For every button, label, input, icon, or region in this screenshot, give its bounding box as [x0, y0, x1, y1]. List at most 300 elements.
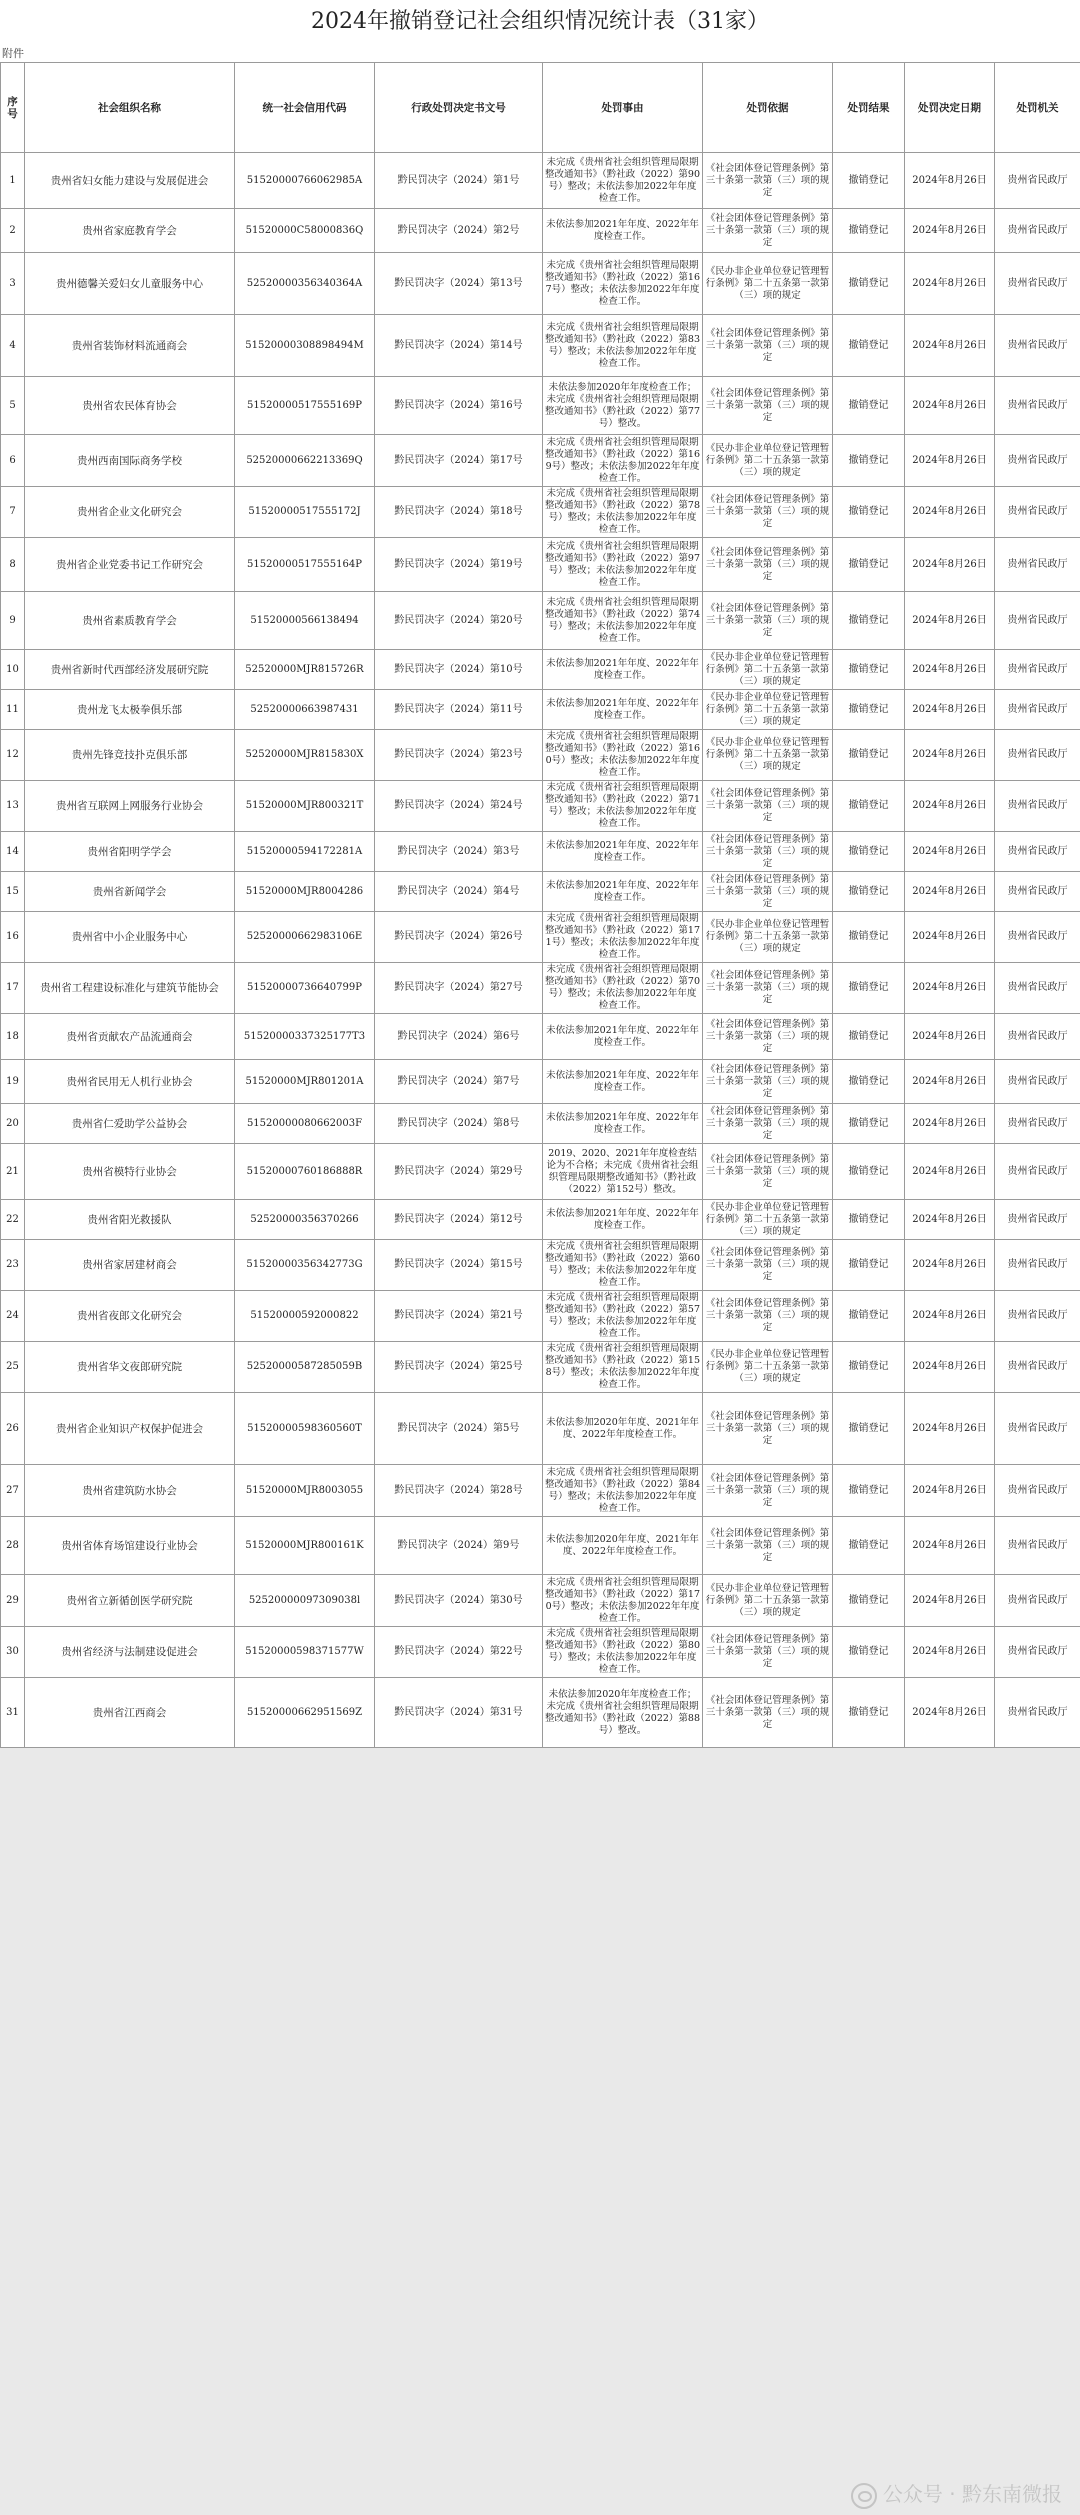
credit-code: 52520000663987431 — [235, 690, 375, 730]
decision-doc-number: 黔民罚决字（2024）第5号 — [375, 1393, 543, 1465]
penalty-basis: 《社会团体登记管理条例》第三十条第一款第（三）项的规定 — [703, 1678, 833, 1748]
penalty-authority: 贵州省民政厅 — [995, 963, 1080, 1014]
org-name: 贵州省农民体育协会 — [25, 377, 235, 435]
penalty-authority: 贵州省民政厅 — [995, 377, 1080, 435]
decision-doc-number: 黔民罚决字（2024）第11号 — [375, 690, 543, 730]
penalty-authority: 贵州省民政厅 — [995, 1517, 1080, 1575]
penalty-result: 撤销登记 — [833, 1575, 905, 1627]
row-number: 6 — [1, 435, 25, 487]
credit-code: 52520000356340364A — [235, 253, 375, 315]
decision-date: 2024年8月26日 — [905, 538, 995, 592]
header-cell: 社会组织名称 — [25, 63, 235, 153]
penalty-result: 撤销登记 — [833, 1104, 905, 1144]
credit-code: 51520000308898494M — [235, 315, 375, 377]
decision-date: 2024年8月26日 — [905, 592, 995, 650]
org-name: 贵州省建筑防水协会 — [25, 1465, 235, 1517]
org-name: 贵州省模特行业协会 — [25, 1144, 235, 1200]
penalty-basis: 《民办非企业单位登记管理暂行条例》第二十五条第一款第（三）项的规定 — [703, 435, 833, 487]
penalty-result: 撤销登记 — [833, 730, 905, 781]
penalty-authority: 贵州省民政厅 — [995, 832, 1080, 872]
row-number: 27 — [1, 1465, 25, 1517]
decision-doc-number: 黔民罚决字（2024）第28号 — [375, 1465, 543, 1517]
decision-doc-number: 黔民罚决字（2024）第31号 — [375, 1678, 543, 1748]
credit-code: 52520000097309038l — [235, 1575, 375, 1627]
penalty-basis: 《社会团体登记管理条例》第三十条第一款第（三）项的规定 — [703, 1517, 833, 1575]
table-row — [1, 1144, 1080, 1200]
penalty-reason: 未完成《贵州省社会组织管理局限期整改通知书》（黔社政（2022）第90号）整改；未依法参加2022年年度检查工作。 — [543, 153, 703, 209]
penalty-basis: 《社会团体登记管理条例》第三十条第一款第（三）项的规定 — [703, 377, 833, 435]
org-name: 贵州西南国际商务学校 — [25, 435, 235, 487]
decision-date: 2024年8月26日 — [905, 1104, 995, 1144]
org-name: 贵州省江西商会 — [25, 1678, 235, 1748]
row-number: 5 — [1, 377, 25, 435]
penalty-result: 撤销登记 — [833, 1014, 905, 1060]
table-body — [1, 153, 1080, 1748]
row-number: 13 — [1, 781, 25, 832]
table-row — [1, 1060, 1080, 1104]
penalty-authority: 贵州省民政厅 — [995, 1342, 1080, 1393]
penalty-basis: 《社会团体登记管理条例》第三十条第一款第（三）项的规定 — [703, 1104, 833, 1144]
penalty-result: 撤销登记 — [833, 1240, 905, 1291]
decision-doc-number: 黔民罚决字（2024）第30号 — [375, 1575, 543, 1627]
penalty-reason: 未依法参加2021年年度、2022年年度检查工作。 — [543, 1060, 703, 1104]
penalty-authority: 贵州省民政厅 — [995, 872, 1080, 912]
penalty-result: 撤销登记 — [833, 538, 905, 592]
org-name: 贵州德馨关爱妇女儿童服务中心 — [25, 253, 235, 315]
penalty-reason: 未依法参加2020年年度检查工作；未完成《贵州省社会组织管理局限期整改通知书》（黔社政（2022）第88号）整改。 — [543, 1678, 703, 1748]
penalty-reason: 未依法参加2021年年度、2022年年度检查工作。 — [543, 209, 703, 253]
penalty-basis: 《社会团体登记管理条例》第三十条第一款第（三）项的规定 — [703, 487, 833, 538]
penalty-result: 撤销登记 — [833, 690, 905, 730]
org-name: 贵州省中小企业服务中心 — [25, 912, 235, 963]
table-row — [1, 487, 1080, 538]
decision-doc-number: 黔民罚决字（2024）第8号 — [375, 1104, 543, 1144]
decision-doc-number: 黔民罚决字（2024）第18号 — [375, 487, 543, 538]
decision-doc-number: 黔民罚决字（2024）第25号 — [375, 1342, 543, 1393]
header-row — [1, 63, 1080, 153]
penalty-authority: 贵州省民政厅 — [995, 209, 1080, 253]
decision-doc-number: 黔民罚决字（2024）第29号 — [375, 1144, 543, 1200]
penalty-result: 撤销登记 — [833, 592, 905, 650]
row-number: 9 — [1, 592, 25, 650]
decision-doc-number: 黔民罚决字（2024）第16号 — [375, 377, 543, 435]
decision-doc-number: 黔民罚决字（2024）第13号 — [375, 253, 543, 315]
org-name: 贵州省新时代西部经济发展研究院 — [25, 650, 235, 690]
penalty-basis: 《社会团体登记管理条例》第三十条第一款第（三）项的规定 — [703, 1060, 833, 1104]
row-number: 28 — [1, 1517, 25, 1575]
credit-code: 51520000760186888R — [235, 1144, 375, 1200]
penalty-result: 撤销登记 — [833, 781, 905, 832]
table-row — [1, 209, 1080, 253]
table-row — [1, 1575, 1080, 1627]
penalty-reason: 未依法参加2021年年度、2022年年度检查工作。 — [543, 650, 703, 690]
penalty-basis: 《社会团体登记管理条例》第三十条第一款第（三）项的规定 — [703, 832, 833, 872]
penalty-reason: 未完成《贵州省社会组织管理局限期整改通知书》（黔社政（2022）第170号）整改；未依法参加2022年年度检查工作。 — [543, 1575, 703, 1627]
credit-code: 52520000MJR815726R — [235, 650, 375, 690]
penalty-result: 撤销登记 — [833, 1627, 905, 1678]
penalty-basis: 《民办非企业单位登记管理暂行条例》第二十五条第一款第（三）项的规定 — [703, 1200, 833, 1240]
table-row — [1, 963, 1080, 1014]
row-number: 2 — [1, 209, 25, 253]
row-number: 8 — [1, 538, 25, 592]
credit-code: 51520000662951569Z — [235, 1678, 375, 1748]
table-row — [1, 832, 1080, 872]
credit-code: 51520000MJR800321T — [235, 781, 375, 832]
data-table — [0, 62, 1080, 1748]
decision-date: 2024年8月26日 — [905, 1465, 995, 1517]
penalty-reason: 未依法参加2020年年度、2021年年度、2022年年度检查工作。 — [543, 1517, 703, 1575]
decision-doc-number: 黔民罚决字（2024）第6号 — [375, 1014, 543, 1060]
row-number: 30 — [1, 1627, 25, 1678]
credit-code: 51520000MJR801201A — [235, 1060, 375, 1104]
credit-code: 51520000517555172J — [235, 487, 375, 538]
credit-code: 51520000566138494 — [235, 592, 375, 650]
penalty-authority: 贵州省民政厅 — [995, 1575, 1080, 1627]
decision-date: 2024年8月26日 — [905, 487, 995, 538]
org-name: 贵州省企业党委书记工作研究会 — [25, 538, 235, 592]
credit-code: 51520000592000822 — [235, 1291, 375, 1342]
decision-doc-number: 黔民罚决字（2024）第1号 — [375, 153, 543, 209]
penalty-authority: 贵州省民政厅 — [995, 487, 1080, 538]
penalty-authority: 贵州省民政厅 — [995, 781, 1080, 832]
org-name: 贵州省家居建材商会 — [25, 1240, 235, 1291]
table-row — [1, 377, 1080, 435]
table-row — [1, 1200, 1080, 1240]
credit-code: 51520000080662003F — [235, 1104, 375, 1144]
decision-date: 2024年8月26日 — [905, 1014, 995, 1060]
penalty-basis: 《社会团体登记管理条例》第三十条第一款第（三）项的规定 — [703, 1291, 833, 1342]
decision-date: 2024年8月26日 — [905, 377, 995, 435]
org-name: 贵州省立新循创医学研究院 — [25, 1575, 235, 1627]
decision-date: 2024年8月26日 — [905, 832, 995, 872]
penalty-result: 撤销登记 — [833, 1393, 905, 1465]
penalty-basis: 《社会团体登记管理条例》第三十条第一款第（三）项的规定 — [703, 153, 833, 209]
header-cell: 处罚依据 — [703, 63, 833, 153]
penalty-basis: 《社会团体登记管理条例》第三十条第一款第（三）项的规定 — [703, 963, 833, 1014]
penalty-authority: 贵州省民政厅 — [995, 1014, 1080, 1060]
decision-doc-number: 黔民罚决字（2024）第22号 — [375, 1627, 543, 1678]
table-row — [1, 690, 1080, 730]
decision-doc-number: 黔民罚决字（2024）第26号 — [375, 912, 543, 963]
table-row — [1, 1014, 1080, 1060]
watermark — [851, 2479, 1062, 2509]
penalty-basis: 《社会团体登记管理条例》第三十条第一款第（三）项的规定 — [703, 1393, 833, 1465]
penalty-result: 撤销登记 — [833, 832, 905, 872]
decision-doc-number: 黔民罚决字（2024）第9号 — [375, 1517, 543, 1575]
row-number: 20 — [1, 1104, 25, 1144]
decision-date: 2024年8月26日 — [905, 1060, 995, 1104]
header-cell: 序号 — [1, 63, 25, 153]
table-row — [1, 1393, 1080, 1465]
credit-code: 51520000766062985A — [235, 153, 375, 209]
org-name: 贵州省素质教育学会 — [25, 592, 235, 650]
penalty-result: 撤销登记 — [833, 1678, 905, 1748]
org-name: 贵州省体育场馆建设行业协会 — [25, 1517, 235, 1575]
table-row — [1, 315, 1080, 377]
decision-date: 2024年8月26日 — [905, 209, 995, 253]
penalty-result: 撤销登记 — [833, 209, 905, 253]
row-number: 29 — [1, 1575, 25, 1627]
decision-date: 2024年8月26日 — [905, 435, 995, 487]
penalty-reason: 未依法参加2021年年度、2022年年度检查工作。 — [543, 872, 703, 912]
decision-date: 2024年8月26日 — [905, 1678, 995, 1748]
row-number: 25 — [1, 1342, 25, 1393]
penalty-result: 撤销登记 — [833, 315, 905, 377]
org-name: 贵州省夜郎文化研究会 — [25, 1291, 235, 1342]
decision-date: 2024年8月26日 — [905, 1291, 995, 1342]
penalty-reason: 未依法参加2021年年度、2022年年度检查工作。 — [543, 1104, 703, 1144]
table-row — [1, 1517, 1080, 1575]
table-row — [1, 538, 1080, 592]
penalty-result: 撤销登记 — [833, 377, 905, 435]
table-row — [1, 153, 1080, 209]
credit-code: 52520000356370266 — [235, 1200, 375, 1240]
org-name: 贵州先锋竞技扑克俱乐部 — [25, 730, 235, 781]
row-number: 10 — [1, 650, 25, 690]
decision-date: 2024年8月26日 — [905, 963, 995, 1014]
org-name: 贵州省工程建设标准化与建筑节能协会 — [25, 963, 235, 1014]
credit-code: 51520000598371577W — [235, 1627, 375, 1678]
penalty-reason: 未依法参加2020年年度检查工作；未完成《贵州省社会组织管理局限期整改通知书》（黔社政（2022）第77号）整改。 — [543, 377, 703, 435]
penalty-reason: 未完成《贵州省社会组织管理局限期整改通知书》（黔社政（2022）第57号）整改；未依法参加2022年年度检查工作。 — [543, 1291, 703, 1342]
spreadsheet-area — [0, 62, 1080, 2515]
row-number: 23 — [1, 1240, 25, 1291]
decision-date: 2024年8月26日 — [905, 690, 995, 730]
penalty-basis: 《社会团体登记管理条例》第三十条第一款第（三）项的规定 — [703, 538, 833, 592]
org-name: 贵州省家庭教育学会 — [25, 209, 235, 253]
header-cell: 处罚决定日期 — [905, 63, 995, 153]
penalty-basis: 《社会团体登记管理条例》第三十条第一款第（三）项的规定 — [703, 1240, 833, 1291]
table-row — [1, 1627, 1080, 1678]
penalty-result: 撤销登记 — [833, 872, 905, 912]
credit-code: 52520000662213369Q — [235, 435, 375, 487]
decision-date: 2024年8月26日 — [905, 1240, 995, 1291]
penalty-authority: 贵州省民政厅 — [995, 1060, 1080, 1104]
org-name: 贵州省经济与法制建设促进会 — [25, 1627, 235, 1678]
credit-code: 51520000MJR8003055 — [235, 1465, 375, 1517]
decision-date: 2024年8月26日 — [905, 1575, 995, 1627]
penalty-reason: 未完成《贵州省社会组织管理局限期整改通知书》（黔社政（2022）第97号）整改；未依法参加2022年年度检查工作。 — [543, 538, 703, 592]
penalty-authority: 贵州省民政厅 — [995, 592, 1080, 650]
decision-date: 2024年8月26日 — [905, 1627, 995, 1678]
penalty-reason: 未完成《贵州省社会组织管理局限期整改通知书》（黔社政（2022）第74号）整改；未依法参加2022年年度检查工作。 — [543, 592, 703, 650]
decision-doc-number: 黔民罚决字（2024）第27号 — [375, 963, 543, 1014]
decision-date: 2024年8月26日 — [905, 872, 995, 912]
penalty-authority: 贵州省民政厅 — [995, 690, 1080, 730]
penalty-result: 撤销登记 — [833, 1342, 905, 1393]
decision-date: 2024年8月26日 — [905, 153, 995, 209]
credit-code: 51520000594172281A — [235, 832, 375, 872]
table-row — [1, 730, 1080, 781]
decision-doc-number: 黔民罚决字（2024）第24号 — [375, 781, 543, 832]
row-number: 11 — [1, 690, 25, 730]
decision-doc-number: 黔民罚决字（2024）第19号 — [375, 538, 543, 592]
decision-doc-number: 黔民罚决字（2024）第3号 — [375, 832, 543, 872]
penalty-authority: 贵州省民政厅 — [995, 1627, 1080, 1678]
penalty-basis: 《社会团体登记管理条例》第三十条第一款第（三）项的规定 — [703, 1627, 833, 1678]
row-number: 24 — [1, 1291, 25, 1342]
penalty-result: 撤销登记 — [833, 1200, 905, 1240]
credit-code: 51520000C58000836Q — [235, 209, 375, 253]
row-number: 16 — [1, 912, 25, 963]
penalty-reason: 未依法参加2021年年度、2022年年度检查工作。 — [543, 1014, 703, 1060]
penalty-basis: 《社会团体登记管理条例》第三十条第一款第（三）项的规定 — [703, 1014, 833, 1060]
decision-doc-number: 黔民罚决字（2024）第10号 — [375, 650, 543, 690]
penalty-basis: 《社会团体登记管理条例》第三十条第一款第（三）项的规定 — [703, 1144, 833, 1200]
penalty-authority: 贵州省民政厅 — [995, 1465, 1080, 1517]
penalty-authority: 贵州省民政厅 — [995, 912, 1080, 963]
watermark-text: 公众号 · 黔东南微报 — [882, 2482, 1062, 2506]
penalty-reason: 未完成《贵州省社会组织管理局限期整改通知书》（黔社政（2022）第80号）整改；未依法参加2022年年度检查工作。 — [543, 1627, 703, 1678]
row-number: 19 — [1, 1060, 25, 1104]
penalty-result: 撤销登记 — [833, 1060, 905, 1104]
penalty-result: 撤销登记 — [833, 435, 905, 487]
decision-doc-number: 黔民罚决字（2024）第20号 — [375, 592, 543, 650]
penalty-basis: 《民办非企业单位登记管理暂行条例》第二十五条第一款第（三）项的规定 — [703, 650, 833, 690]
credit-code: 51520000517555169P — [235, 377, 375, 435]
credit-code: 52520000587285059B — [235, 1342, 375, 1393]
table-row — [1, 1465, 1080, 1517]
row-number: 7 — [1, 487, 25, 538]
row-number: 3 — [1, 253, 25, 315]
decision-doc-number: 黔民罚决字（2024）第15号 — [375, 1240, 543, 1291]
decision-date: 2024年8月26日 — [905, 730, 995, 781]
penalty-reason: 未完成《贵州省社会组织管理局限期整改通知书》（黔社政（2022）第60号）整改；未依法参加2022年年度检查工作。 — [543, 1240, 703, 1291]
penalty-authority: 贵州省民政厅 — [995, 153, 1080, 209]
penalty-authority: 贵州省民政厅 — [995, 1291, 1080, 1342]
table-row — [1, 253, 1080, 315]
credit-code: 51520000337325177T3 — [235, 1014, 375, 1060]
decision-doc-number: 黔民罚决字（2024）第21号 — [375, 1291, 543, 1342]
penalty-basis: 《社会团体登记管理条例》第三十条第一款第（三）项的规定 — [703, 592, 833, 650]
attachment-label: 附件 — [2, 47, 24, 60]
table-row — [1, 781, 1080, 832]
penalty-authority: 贵州省民政厅 — [995, 1104, 1080, 1144]
row-number: 26 — [1, 1393, 25, 1465]
decision-doc-number: 黔民罚决字（2024）第4号 — [375, 872, 543, 912]
table-row — [1, 435, 1080, 487]
penalty-authority: 贵州省民政厅 — [995, 730, 1080, 781]
credit-code: 51520000356342773G — [235, 1240, 375, 1291]
table-row — [1, 1291, 1080, 1342]
credit-code: 52520000662983106E — [235, 912, 375, 963]
row-number: 15 — [1, 872, 25, 912]
row-number: 4 — [1, 315, 25, 377]
decision-doc-number: 黔民罚决字（2024）第17号 — [375, 435, 543, 487]
header-cell: 处罚机关 — [995, 63, 1080, 153]
org-name: 贵州省企业文化研究会 — [25, 487, 235, 538]
decision-date: 2024年8月26日 — [905, 1144, 995, 1200]
penalty-authority: 贵州省民政厅 — [995, 253, 1080, 315]
penalty-reason: 未完成《贵州省社会组织管理局限期整改通知书》（黔社政（2022）第71号）整改；未依法参加2022年年度检查工作。 — [543, 781, 703, 832]
credit-code: 51520000517555164P — [235, 538, 375, 592]
penalty-result: 撤销登记 — [833, 912, 905, 963]
penalty-reason: 未完成《贵州省社会组织管理局限期整改通知书》（黔社政（2022）第169号）整改；未依法参加2022年年度检查工作。 — [543, 435, 703, 487]
penalty-result: 撤销登记 — [833, 1517, 905, 1575]
table-row — [1, 1104, 1080, 1144]
penalty-authority: 贵州省民政厅 — [995, 538, 1080, 592]
penalty-reason: 未完成《贵州省社会组织管理局限期整改通知书》（黔社政（2022）第84号）整改；未依法参加2022年年度检查工作。 — [543, 1465, 703, 1517]
decision-doc-number: 黔民罚决字（2024）第12号 — [375, 1200, 543, 1240]
org-name: 贵州省妇女能力建设与发展促进会 — [25, 153, 235, 209]
credit-code: 51520000598360560T — [235, 1393, 375, 1465]
penalty-reason: 未完成《贵州省社会组织管理局限期整改通知书》（黔社政（2022）第83号）整改；未依法参加2022年年度检查工作。 — [543, 315, 703, 377]
penalty-result: 撤销登记 — [833, 963, 905, 1014]
org-name: 贵州省民用无人机行业协会 — [25, 1060, 235, 1104]
org-name: 贵州省华文夜郎研究院 — [25, 1342, 235, 1393]
penalty-basis: 《社会团体登记管理条例》第三十条第一款第（三）项的规定 — [703, 781, 833, 832]
decision-date: 2024年8月26日 — [905, 315, 995, 377]
penalty-reason: 未依法参加2021年年度、2022年年度检查工作。 — [543, 1200, 703, 1240]
decision-date: 2024年8月26日 — [905, 781, 995, 832]
credit-code: 51520000736640799P — [235, 963, 375, 1014]
penalty-result: 撤销登记 — [833, 153, 905, 209]
penalty-authority: 贵州省民政厅 — [995, 1200, 1080, 1240]
penalty-reason: 未完成《贵州省社会组织管理局限期整改通知书》（黔社政（2022）第160号）整改；未依法参加2022年年度检查工作。 — [543, 730, 703, 781]
decision-doc-number: 黔民罚决字（2024）第2号 — [375, 209, 543, 253]
penalty-basis: 《民办非企业单位登记管理暂行条例》第二十五条第一款第（三）项的规定 — [703, 1342, 833, 1393]
decision-doc-number: 黔民罚决字（2024）第14号 — [375, 315, 543, 377]
penalty-basis: 《民办非企业单位登记管理暂行条例》第二十五条第一款第（三）项的规定 — [703, 912, 833, 963]
org-name: 贵州省仁爱助学公益协会 — [25, 1104, 235, 1144]
table-row — [1, 650, 1080, 690]
penalty-basis: 《民办非企业单位登记管理暂行条例》第二十五条第一款第（三）项的规定 — [703, 690, 833, 730]
penalty-basis: 《民办非企业单位登记管理暂行条例》第二十五条第一款第（三）项的规定 — [703, 1575, 833, 1627]
row-number: 18 — [1, 1014, 25, 1060]
row-number: 17 — [1, 963, 25, 1014]
penalty-authority: 贵州省民政厅 — [995, 1144, 1080, 1200]
row-number: 14 — [1, 832, 25, 872]
penalty-result: 撤销登记 — [833, 1465, 905, 1517]
penalty-result: 撤销登记 — [833, 650, 905, 690]
penalty-basis: 《民办非企业单位登记管理暂行条例》第二十五条第一款第（三）项的规定 — [703, 730, 833, 781]
row-number: 21 — [1, 1144, 25, 1200]
org-name: 贵州省贡献农产品流通商会 — [25, 1014, 235, 1060]
table-row — [1, 1240, 1080, 1291]
penalty-basis: 《社会团体登记管理条例》第三十条第一款第（三）项的规定 — [703, 1465, 833, 1517]
decision-doc-number: 黔民罚决字（2024）第7号 — [375, 1060, 543, 1104]
penalty-reason: 未完成《贵州省社会组织管理局限期整改通知书》（黔社政（2022）第171号）整改；未依法参加2022年年度检查工作。 — [543, 912, 703, 963]
wechat-icon — [851, 2483, 877, 2509]
credit-code: 51520000MJR800161K — [235, 1517, 375, 1575]
penalty-basis: 《社会团体登记管理条例》第三十条第一款第（三）项的规定 — [703, 872, 833, 912]
table-row — [1, 592, 1080, 650]
table-row — [1, 912, 1080, 963]
row-number: 12 — [1, 730, 25, 781]
org-name: 贵州省新闻学会 — [25, 872, 235, 912]
penalty-authority: 贵州省民政厅 — [995, 1240, 1080, 1291]
credit-code: 51520000MJR8004286 — [235, 872, 375, 912]
table-row — [1, 872, 1080, 912]
table-row — [1, 1342, 1080, 1393]
row-number: 22 — [1, 1200, 25, 1240]
penalty-basis: 《社会团体登记管理条例》第三十条第一款第（三）项的规定 — [703, 315, 833, 377]
penalty-authority: 贵州省民政厅 — [995, 1393, 1080, 1465]
penalty-reason: 2019、2020、2021年年度检查结论为不合格；未完成《贵州省社会组织管理局限期整改通知书》（黔社政（2022）第152号）整改。 — [543, 1144, 703, 1200]
page-title: 2024年撤销登记社会组织情况统计表（31家） — [311, 9, 769, 34]
penalty-reason: 未依法参加2020年年度、2021年年度、2022年年度检查工作。 — [543, 1393, 703, 1465]
header-cell: 处罚事由 — [543, 63, 703, 153]
org-name: 贵州省阳明学学会 — [25, 832, 235, 872]
org-name: 贵州省企业知识产权保护促进会 — [25, 1393, 235, 1465]
decision-date: 2024年8月26日 — [905, 912, 995, 963]
header-cell: 处罚结果 — [833, 63, 905, 153]
penalty-reason: 未完成《贵州省社会组织管理局限期整改通知书》（黔社政（2022）第78号）整改；未依法参加2022年年度检查工作。 — [543, 487, 703, 538]
penalty-result: 撤销登记 — [833, 1144, 905, 1200]
header-cell: 统一社会信用代码 — [235, 63, 375, 153]
penalty-basis: 《社会团体登记管理条例》第三十条第一款第（三）项的规定 — [703, 209, 833, 253]
org-name: 贵州省阳光救援队 — [25, 1200, 235, 1240]
